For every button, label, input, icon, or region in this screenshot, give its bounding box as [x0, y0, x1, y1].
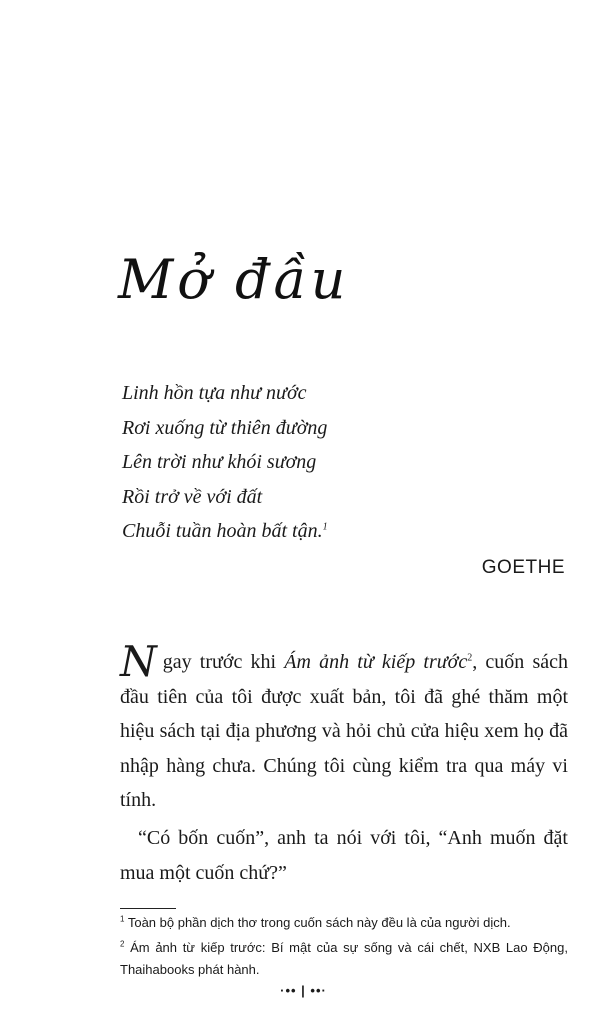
epigraph-poem — [122, 376, 328, 549]
footnote-ref: 2 — [467, 652, 473, 664]
body-paragraph: “Có bốn cuốn”, anh ta nói với tôi, “Anh muốn đặt mua một cuốn chứ?” — [120, 826, 568, 884]
footnote: $^1$ Toàn bộ phần dịch thơ trong cuốn sách này đều là của người dịch. — [120, 914, 511, 931]
body-paragraph: Ngay trước khi Ám ảnh từ kiếp trước$^2$, cuốn sách đầu tiên của tôi được xuất bản, tôi đã ghé thăm một hiệu sách tại địa phương và hỏi chủ cửa hiệu xem họ đã nhập hàng chưa. Chúng tôi cùng kiểm tra qua máy vi tính. — [120, 637, 568, 812]
poem-line: Rơi xuống từ thiên đường — [122, 416, 328, 439]
poem-line: Lên trời như khói sương — [122, 451, 317, 474]
drop-cap: N — [120, 637, 157, 686]
epigraph-author: GOETHE — [481, 557, 565, 578]
footnote-divider — [120, 908, 176, 909]
chapter-title: Mở đầu — [118, 248, 350, 311]
poem-line: Rồi trở về với đất — [122, 485, 263, 508]
poem-line: Chuỗi tuần hoàn bất tận.$^1$ — [122, 520, 328, 543]
book-title: Ám ảnh từ kiếp trước — [284, 651, 468, 673]
body-flow — [120, 637, 568, 981]
page-marker: ·•• | ••· — [280, 983, 327, 998]
footnote-ref: 1 — [322, 521, 328, 533]
poem-line: Linh hồn tựa như nước — [122, 382, 307, 404]
footnote: $^2$ Ám ảnh từ kiếp trước: Bí mật của sự sống và cái chết, NXB Lao Động, Thaihabooks phát hành. — [120, 939, 568, 978]
